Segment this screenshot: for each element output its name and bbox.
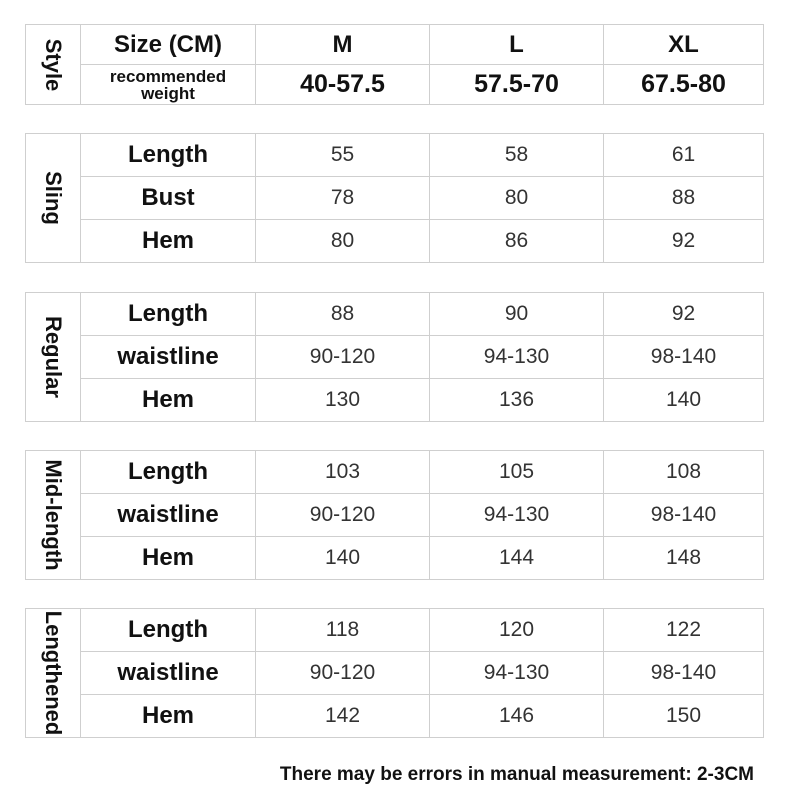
attr-label: waistline bbox=[81, 336, 256, 379]
value-cell: 90-120 bbox=[256, 494, 430, 537]
style-label: Lengthened bbox=[41, 610, 66, 736]
value-cell: 94-130 bbox=[430, 494, 604, 537]
size-m-header: M bbox=[256, 25, 430, 65]
value-cell: 98-140 bbox=[604, 652, 764, 695]
section-mid-length bbox=[25, 450, 764, 580]
value-cell: 108 bbox=[604, 451, 764, 494]
value-cell: 58 bbox=[430, 134, 604, 177]
value-cell: 90-120 bbox=[256, 652, 430, 695]
value-cell: 78 bbox=[256, 177, 430, 220]
style-header-cell bbox=[26, 25, 81, 105]
value-cell: 146 bbox=[430, 695, 604, 738]
value-cell: 90-120 bbox=[256, 336, 430, 379]
value-cell: 86 bbox=[430, 220, 604, 263]
value-cell: 88 bbox=[604, 177, 764, 220]
value-cell: 142 bbox=[256, 695, 430, 738]
style-cell bbox=[26, 609, 81, 738]
style-cell bbox=[26, 451, 81, 580]
style-label: Sling bbox=[41, 171, 66, 225]
size-xl-header: XL bbox=[604, 25, 764, 65]
style-cell bbox=[26, 293, 81, 422]
value-cell: 130 bbox=[256, 379, 430, 422]
section-sling bbox=[25, 133, 764, 263]
style-label: Regular bbox=[41, 316, 66, 398]
style-cell bbox=[26, 134, 81, 263]
measurement-note: There may be errors in manual measurement: 2-3CM bbox=[279, 764, 754, 785]
value-cell: 118 bbox=[256, 609, 430, 652]
value-cell: 94-130 bbox=[430, 336, 604, 379]
value-cell: 80 bbox=[256, 220, 430, 263]
value-cell: 120 bbox=[430, 609, 604, 652]
value-cell: 103 bbox=[256, 451, 430, 494]
value-cell: 88 bbox=[256, 293, 430, 336]
section-lengthened bbox=[25, 608, 764, 738]
section-regular bbox=[25, 292, 764, 422]
value-cell: 61 bbox=[604, 134, 764, 177]
recommended-weight-text: recommended weight bbox=[109, 66, 227, 103]
attr-label: waistline bbox=[81, 494, 256, 537]
value-cell: 136 bbox=[430, 379, 604, 422]
value-cell: 98-140 bbox=[604, 336, 764, 379]
value-cell: 92 bbox=[604, 220, 764, 263]
attr-label: Bust bbox=[81, 177, 256, 220]
value-cell: 140 bbox=[256, 537, 430, 580]
weight-l: 57.5-70 bbox=[430, 65, 604, 105]
value-cell: 80 bbox=[430, 177, 604, 220]
value-cell: 140 bbox=[604, 379, 764, 422]
style-header-label: Style bbox=[41, 38, 66, 91]
size-header-table bbox=[25, 24, 764, 105]
style-label: Mid-length bbox=[41, 459, 66, 571]
attr-label: Length bbox=[81, 451, 256, 494]
attr-label: Hem bbox=[81, 537, 256, 580]
value-cell: 90 bbox=[430, 293, 604, 336]
attr-label: Length bbox=[81, 134, 256, 177]
attr-label: Length bbox=[81, 293, 256, 336]
value-cell: 92 bbox=[604, 293, 764, 336]
attr-label: waistline bbox=[81, 652, 256, 695]
value-cell: 105 bbox=[430, 451, 604, 494]
value-cell: 94-130 bbox=[430, 652, 604, 695]
size-cm-label: Size (CM) bbox=[81, 25, 256, 65]
value-cell: 122 bbox=[604, 609, 764, 652]
weight-m: 40-57.5 bbox=[256, 65, 430, 105]
value-cell: 144 bbox=[430, 537, 604, 580]
attr-label: Hem bbox=[81, 695, 256, 738]
attr-label: Hem bbox=[81, 220, 256, 263]
value-cell: 55 bbox=[256, 134, 430, 177]
size-l-header: L bbox=[430, 25, 604, 65]
weight-xl: 67.5-80 bbox=[604, 65, 764, 105]
value-cell: 150 bbox=[604, 695, 764, 738]
value-cell: 148 bbox=[604, 537, 764, 580]
value-cell: 98-140 bbox=[604, 494, 764, 537]
attr-label: Hem bbox=[81, 379, 256, 422]
recommended-weight-label bbox=[81, 65, 256, 105]
attr-label: Length bbox=[81, 609, 256, 652]
